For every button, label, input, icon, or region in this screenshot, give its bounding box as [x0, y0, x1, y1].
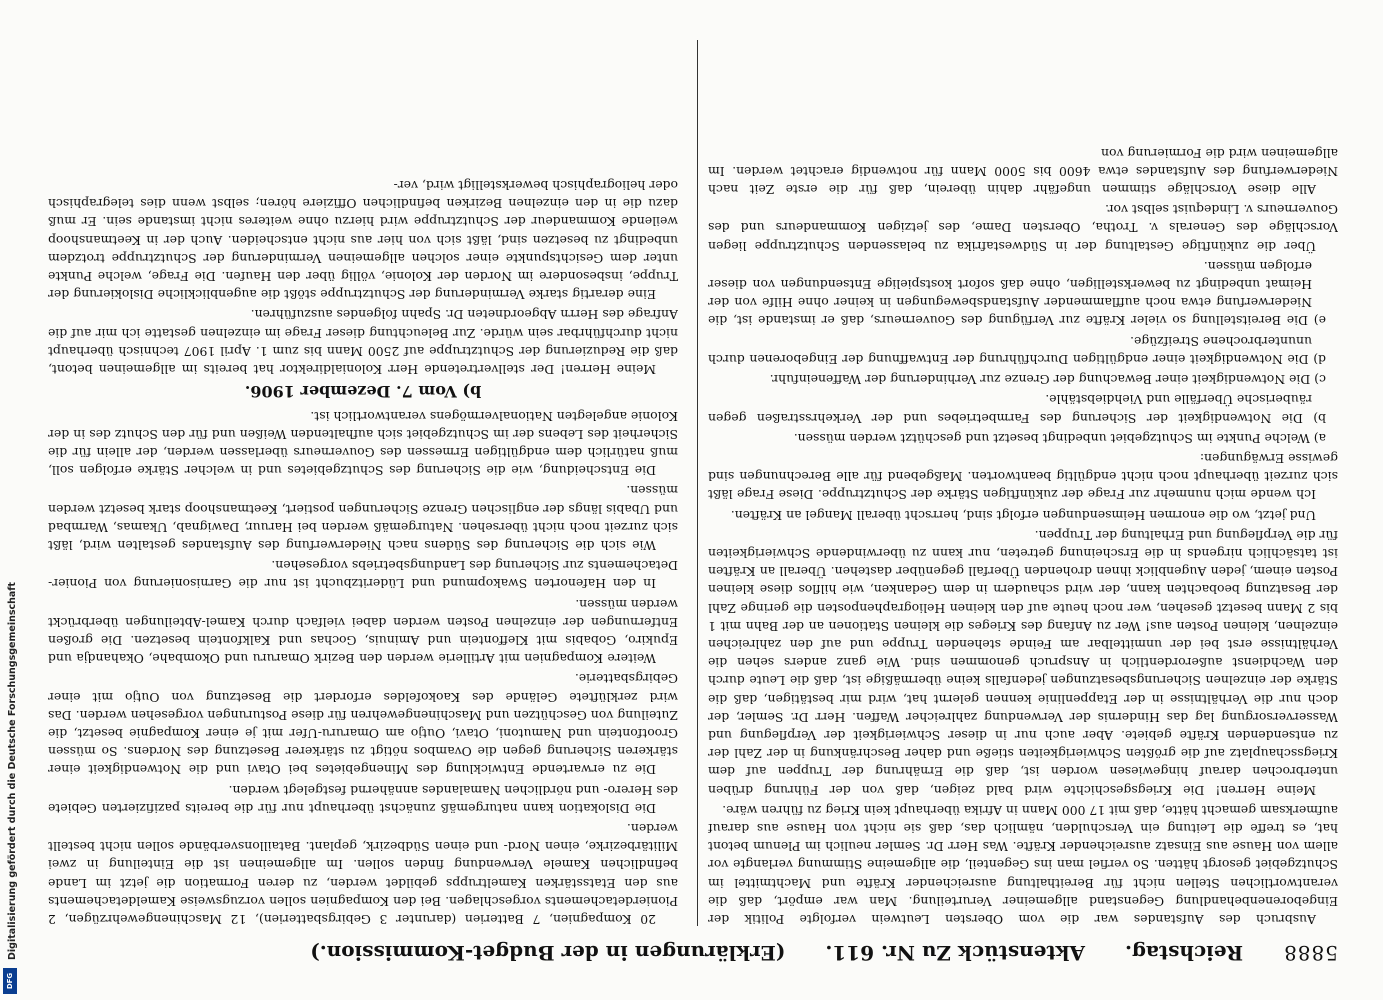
left-column [708, 40, 1338, 928]
paragraph: Alle diese Vorschläge stimmen ungefähr dahin überein, daß für die erste Zeit nach Niederwerfung des Aufstandes etwa 4600 bis 5000 Mann für notwendig erachtet werden. Im allgemeinen wird die Formierung von [708, 145, 1338, 198]
header-title: Aktenstück Zu Nr. 611. [825, 941, 1086, 965]
paragraph: Meine Herren! Die Kriegsgeschichte wird bald zeigen, daß von der Führung drüben unterbrochen darauf hingewiesen worden ist, daß die Ernährung der Truppen auf dem Kriegsschauplatz auf die größten Schwierigkeiten stieße und daher Beschränkung in der Zahl der zu entsendenden Kräfte gebiete. Aber auch nur in dieser Schwierigkeit der Verpflegung und Wasserversorgung lag das Hindernis der Verwendung zahlreicher Waffen. Herr Dr. Semler, der doch nur die Verhältnisse in der Etappenlinie kennen gelernt hat, wird mir bestätigen, daß die Stärke der einzelnen Sicherungsbesatzungen jedenfalls keine übermäßige ist, daß die Leute durch den Wachdienst außerordentlich in Anspruch genommen sind. Wie ganz anders sehen die Verhältnisse erst bei der unmittelbar am Feinde stehenden Truppe und auf den zahlreichen einzelnen, kleinen Posten aus! Wer zu Anfang des Krieges die kleinen Stationen an der Bahn mit 1 bis 2 Mann besetzt gesehen, wer noch heute auf den kleinen Heliographenposten die geringe Zahl der Besatzung beobachten kann, der wird schaudern in dem Gedanken, wie hilflos diese kleinen Posten einem, jeden Augenblick ihnen drohenden Überfall gegenüber dastehen. Überall an Kräften ist tatsächlich nirgends in die Erscheinung getreten, nur kann zu überwindende Schwierigkeiten für die Verpflegung und Erhaltung der Truppen. [708, 527, 1338, 798]
page-header [18, 936, 1348, 970]
column-divider [697, 40, 698, 926]
paragraph: Ich wende mich nunmehr zur Frage der zukünftigen Stärke der Schutztruppe. Diese Frage läßt sich zurzeit überhaupt noch nicht endgültig beantworten. Maßgebend für alle Berechnungen sind gewisse Erwägungen: [708, 450, 1338, 503]
paragraph: Meine Herren! Der stellvertretende Herr Kolonialdirektor hat bereits im allgemeinen betont, daß die Reduzierung der Schutztruppe auf 2500 Mann bis zum 1. April 1907 technisch überhaupt nicht durchführbar sein würde. Zur Beleuchtung dieser Frage im einzelnen gestatte ich mir auf die Anfrage des Herrn Abgeordneten Dr. Spahn folgendes auszuführen. [48, 307, 678, 378]
logo-text: DFG [6, 972, 14, 990]
paragraph: Die zu erwartende Entwicklung des Minengebietes bei Otavi und die Notwendigkeit einer stärkeren Sicherung gegen die Ovambos nötigt zu stärkerer Besetzung des Nordens. So müssen Grootfontein und Namutoni, Otavi, Outjo am Omaruru-Ufer mit je einer Kompagnie besetzt, die Zuteilung von Geschützen und Maschinengewehren für diese Posturungen vorgesehen werden. Das wird zerklüftete Gelände des Kaokofeldes erfordert die Besetzung von Outjo mit einer Gebirgsbatterie. [48, 671, 678, 778]
list-item: d) Die Notwendigkeit einer endgültigen Durchführung der Entwaffnung der Eingeborenen durch ununterbrochene Streifzüge. [708, 333, 1326, 367]
paragraph: Über die zukünftige Gestaltung der in Südwestafrika zu belassenden Schutztruppe liegen Vorschläge des Generals v. Trotha, Obersten Dame, des jetzigen Kommandeurs und des Gouverneurs v. Lindequist selbst vor. [708, 202, 1338, 254]
dfg-watermark [4, 300, 20, 990]
paragraph: Und jetzt, wo die enormen Heimsendungen erfolgt sind, herrscht überall Mangel an Kräften. [730, 507, 1316, 523]
dfg-logo [3, 968, 17, 994]
paragraph: Die Entscheidung, wie die Sicherung des Schutzgebietes und in welcher Stärke erfolgen soll, muß natürlich dem endgültigen Ermessen des Gouverneurs überlassen werden, der allein für die Sicherheit des Lebens der im Schutzgebiet sich aufhaltenden Weißen und für den Schutz des in der Kolonie angelegten Nationalvermögens verantwortlich ist. [48, 408, 678, 479]
right-column [48, 40, 678, 928]
paragraph: Weitere Kompagnien mit Artillerie werden den Bezirk Omaruru und Okombahe, Okahandja und Epukiro, Gobabis mit Kleffontein und Aminuis, Gochas und Kalkfontein besetzen. Die großen Entfernungen der einzelnen Posten werden dabei vielfach durch Kamel-Abteilungen überbrückt werden müssen. [48, 596, 678, 667]
header-section: Reichstag. [1125, 941, 1244, 965]
list-item: e) Die Bereitstellung so vieler Kräfte zur Verfügung des Gouverneurs, daß er imstande ist, die Niederwerfung etwa noch aufflammender Aufstandsbewegungen in keiner ohne Hilfe von der Heimat unbedingt zu bewerkstelligen, ohne daß sofort kostspielige Entsendungen von dieser erfolgen müssen. [708, 258, 1326, 329]
paragraph: Die Dislokation kann naturgemäß zunächst überhaupt nur für die bereits pazifizierten Gebiete des Herero- und nördlichen Namalandes annähernd festgelegt werden. [48, 782, 678, 816]
list-item: c) Die Notwendigkeit einer Bewachung der Grenze zur Verhinderung der Waffeneinfuhr. [769, 372, 1326, 388]
page-number: 5888 [1283, 941, 1338, 965]
list-item: b) Die Notwendigkeit der Sicherung des Farmbetriebes und der Verkehrsstraßen gegen räuberische Überfälle und Viehdiebstähle. [708, 392, 1326, 426]
header-subtitle: (Erklärungen in der Budget-Kommission.) [310, 941, 786, 965]
paragraph: Wie sich die Sicherung des Südens nach Niederwerfung des Aufstandes gestalten wird, läßt sich zurzeit noch nicht übersehen. Naturgemäß werden bei Haruur, Dawignab, Ukamas, Warmbad und Ubabis längs der englischen Grenze Sicherungen postiert, Keetmanshoop stark besetzt werden müssen. [48, 483, 678, 553]
watermark-text: Digitalisierung gefördert durch die Deutsche Forschungsgemeinschaft [7, 582, 18, 960]
paragraph: 20 Kompagnien, 7 Batterien (darunter 3 Gebirgsbatterien), 12 Maschinengewehrzügen, 2 Pionierdetachements vorgeschlagen. Bei den Kompagnien sollen vorzugsweise Kameldetachements aus den Etatsstärken Kameltrupps gebildet werden, zu deren Formation die jetzt im Lande befindlichen Kamele Verwendung finden sollen. Im allgemeinen ist die Einteilung in zwei Militärbezirke, einen Nord- und einen Südbezirk, geplant. Bataillonsverbände sollen nicht bestellt werden. [48, 820, 678, 927]
paragraph: In den Hafenorten Swakopmund und Lüderitzbucht ist nur die Garnisonierung von Pionier-Detachements zur Sicherung des Landungsbetriebs vorgesehen. [48, 558, 678, 592]
section-heading: b) Vom 7. Dezember 1906. [244, 382, 482, 402]
paragraph: Eine derartig starke Verminderung der Schutztruppe stößt die augenblickliche Dislokierung der Truppe, insbesondere im Norden der Kolonie, völlig über den Haufen. Die Frage, welche Punkte unter dem Gesichtspunkte einer solchen allgemeinen Verminderung der Schutztruppe trotzdem unbedingt zu besetzen sind, läßt sich von hier aus nicht entscheiden. Auch der in Keetmanshoop weilende Kommandeur der Schutztruppe wird hierzu ohne weiteres nicht imstande sein. Er muß dazu die in den einzelnen Bezirken befindlichen Offiziere hören; selbst wenn dies telegraphisch oder heliographisch bewerkstelligt wird, ver- [48, 178, 678, 303]
rotated-page-content [18, 40, 1348, 970]
paragraph: Ausbruch des Aufstandes war die vom Obersten Leutwein verfolgte Politik der Eingeborenenbehandlung Gegenstand allgemeiner Verurteilung. Man war empört, daß die verantwortlichen Stellen nicht für Bereithaltung ausreichender Kräfte und Machtmittel im Schutzgebiet gesorgt hätten. So verfiel man ins Gegenteil, die allgemeine Stimmung verlangte vor allem von Hause aus Einsatz ausreichender Kräfte. Was Herr Dr. Semler neulich im Plenum betont hat, es treffe die Leitung ein Verschulden, nämlich das, daß sie nicht von Hause aus darauf aufmerksam gemacht hätte, daß mit 17 000 Mann in Afrika überhaupt kein Krieg zu führen wäre. [708, 802, 1338, 927]
list-item: a) Welche Punkte im Schutzgebiet unbedingt besetzt und geschützt werden müssen. [793, 430, 1326, 446]
